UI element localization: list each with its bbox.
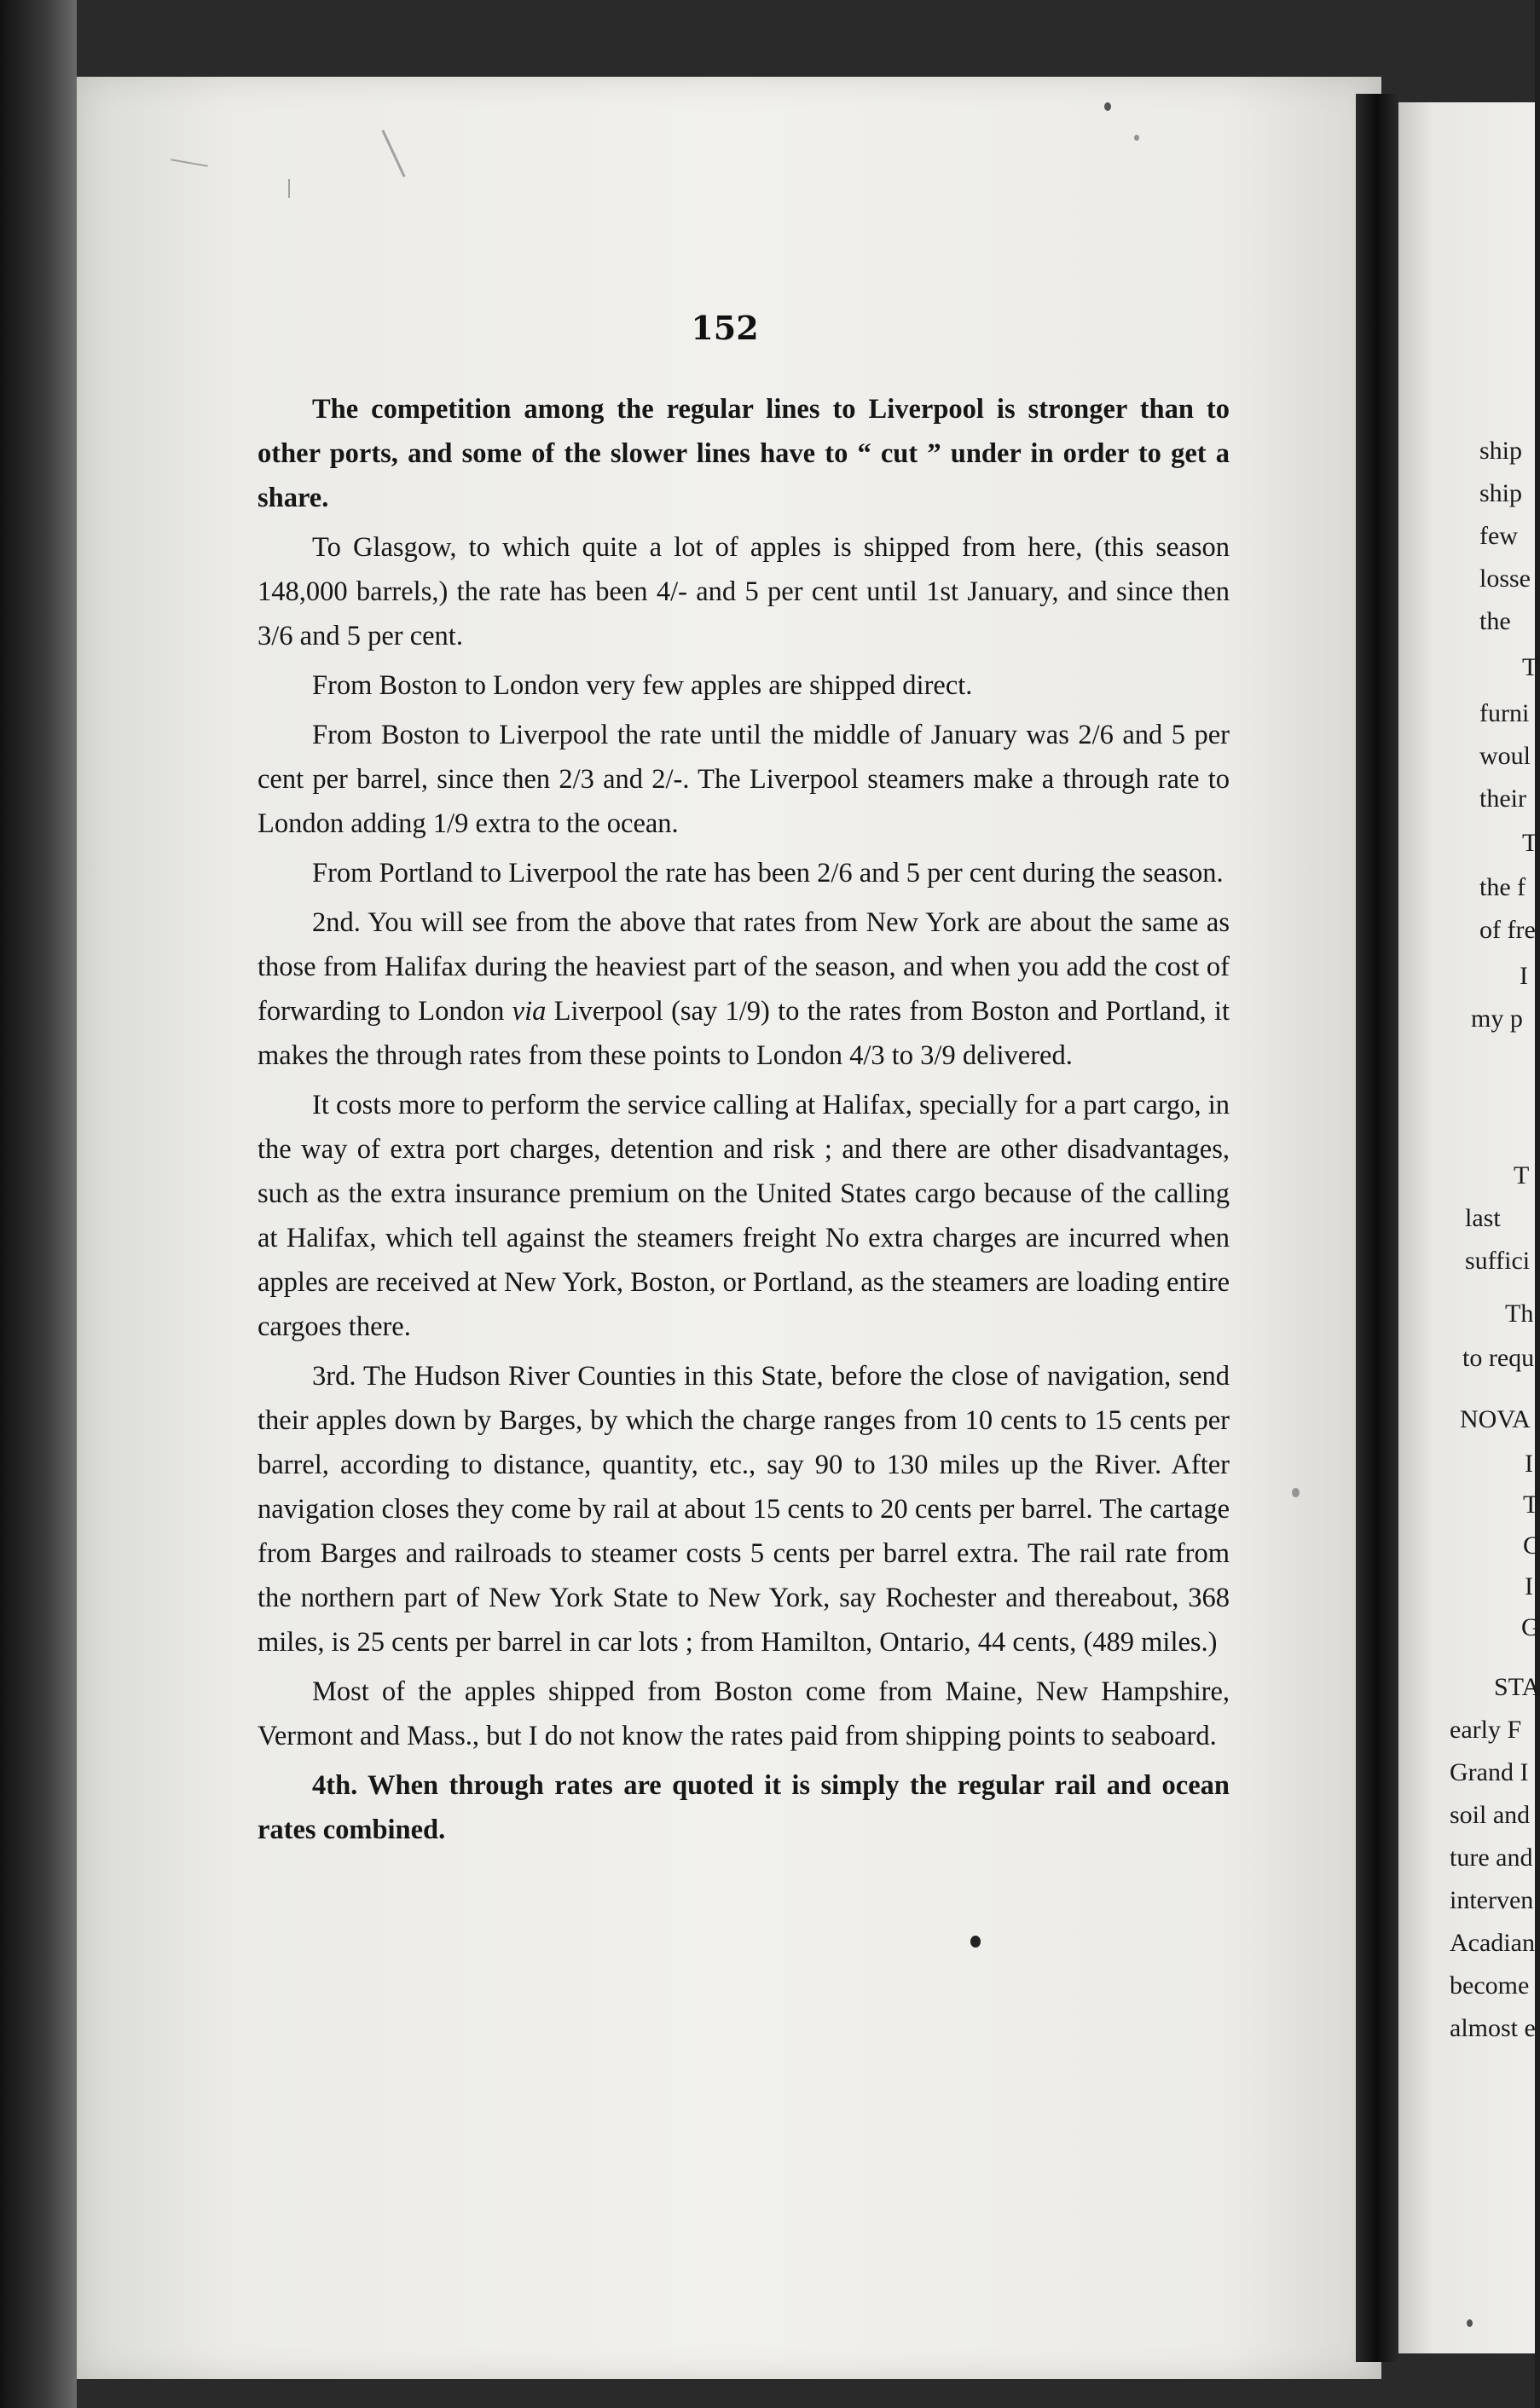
right-fragment: interven xyxy=(1450,1886,1534,1914)
right-fragment: T xyxy=(1522,829,1538,857)
right-fragment: early F xyxy=(1450,1716,1522,1744)
right-fragment: C xyxy=(1523,1531,1540,1560)
right-fragment: losse xyxy=(1479,564,1531,593)
right-fragment: T xyxy=(1522,653,1538,681)
dust-speck xyxy=(970,1936,981,1948)
right-fragment: few xyxy=(1479,522,1518,550)
right-fragment: soil and xyxy=(1450,1801,1531,1829)
right-fragment: the f xyxy=(1479,873,1526,901)
right-fragment: to requ xyxy=(1462,1344,1535,1372)
paragraph-boston-origins: Most of the apples shipped from Boston come from Maine, New Hampshire, Vermont and Mass., but I do not know the rates paid from shipping points to seaboard. xyxy=(258,1676,1230,1751)
right-fragment: their xyxy=(1479,784,1526,813)
right-fragment: furni xyxy=(1479,699,1530,727)
right-fragment: suffici xyxy=(1465,1247,1531,1275)
right-fragment: I xyxy=(1525,1450,1533,1478)
paragraph-second xyxy=(258,900,1230,1078)
right-fragment: Grand I xyxy=(1450,1758,1529,1786)
right-fragment: the xyxy=(1479,607,1511,635)
right-fragment: I xyxy=(1520,962,1528,990)
paragraph-halifax-costs: It costs more to perform the service calling at Halifax, specially for a part cargo, in the way of extra port charges, detention and risk ; and there are other disadvantages, such as the extra insurance premium on the United States cargo because of the calling at Halifax, which tell against the steamers freight No extra charges are incurred when apples are received at New York, Boston, or Portland, as the steamers are loading entire cargoes there. xyxy=(258,1090,1230,1342)
via-italic: via xyxy=(512,996,547,1027)
page-number: 152 xyxy=(691,309,759,347)
book-gutter xyxy=(1356,94,1398,2362)
page-body xyxy=(258,387,1230,1857)
right-fragment: ture and xyxy=(1450,1844,1533,1872)
paragraph-portland: From Portland to Liverpool the rate has been 2/6 and 5 per cent during the season. xyxy=(312,858,1224,889)
paragraph-fourth: 4th. When through rates are quoted it is simply the regular rail and ocean rates combined. xyxy=(258,1770,1230,1845)
paragraph-competition: The competition among the regular lines to Liverpool is stronger than to other ports, and some of the slower lines have to “ cut ” under in order to get a share. xyxy=(258,394,1230,513)
right-fragment: become xyxy=(1450,1971,1530,2000)
right-fragment: my p xyxy=(1471,1004,1523,1033)
scan-scratch xyxy=(288,179,290,198)
right-fragment: I xyxy=(1525,1572,1533,1601)
dust-speck xyxy=(1104,102,1111,111)
dust-speck xyxy=(1134,135,1139,141)
dust-speck xyxy=(1292,1488,1300,1497)
paragraph-boston-london: From Boston to London very few apples are shipped direct. xyxy=(312,670,973,701)
right-fragment: ship xyxy=(1479,479,1523,507)
paragraph-boston-liverpool: From Boston to Liverpool the rate until the middle of January was 2/6 and 5 per cent per barrel, since then 2/3 and 2/-. The Liverpool steamers make a through rate to London adding 1/9 extra to the ocean. xyxy=(258,720,1230,839)
right-fragment: ship xyxy=(1479,437,1523,465)
right-fragment: woul xyxy=(1479,742,1531,770)
paragraph-glasgow: To Glasgow, to which quite a lot of apples is shipped from here, (this season 148,000 barrels,) the rate has been 4/- and 5 per cent until 1st January, and since then 3/6 and 5 per cent. xyxy=(258,532,1230,651)
right-fragment: of fre xyxy=(1479,916,1536,944)
right-fragment: NOVA xyxy=(1460,1405,1531,1433)
right-fragment: T xyxy=(1514,1161,1530,1190)
right-fragment: almost e xyxy=(1450,2014,1536,2042)
paragraph-third: 3rd. The Hudson River Counties in this State, before the close of navigation, send their apples down by Barges, by which the charge ranges from 10 cents to 15 cents per barrel, according to distance, quantity, etc., say 90 to 130 miles up the River. After navigation closes they come by rail at about 15 cents to 20 cents per barrel. The cartage from Barges and railroads to steamer costs 5 cents per barrel extra. The rail rate from the northern part of New York State to New York, say Rochester and thereabout, 368 miles, is 25 cents per barrel in car lots ; from Hamilton, Ontario, 44 cents, (489 miles.) xyxy=(258,1361,1230,1658)
book-edge-shadow xyxy=(0,0,77,2408)
dust-speck xyxy=(1467,2319,1473,2327)
right-fragment: Th xyxy=(1505,1300,1534,1328)
right-fragment: G xyxy=(1521,1613,1540,1641)
right-fragment: Acadian xyxy=(1450,1929,1535,1957)
right-fragment: last xyxy=(1465,1204,1501,1232)
right-fragment: T xyxy=(1523,1491,1539,1519)
paragraph-second-part-1: 2nd. You will see from the above that rates from New York are about the same as those from Halifax during the heaviest part of the season, and when you add the cost of forwarding to London xyxy=(258,907,1230,1027)
right-fragment: STA xyxy=(1494,1673,1540,1701)
paragraph-second-part-2: Liverpool (say 1/9) to the rates from Boston and Portland, it makes the through rates from these points to London 4/3 to 3/9 delivered. xyxy=(258,996,1230,1071)
